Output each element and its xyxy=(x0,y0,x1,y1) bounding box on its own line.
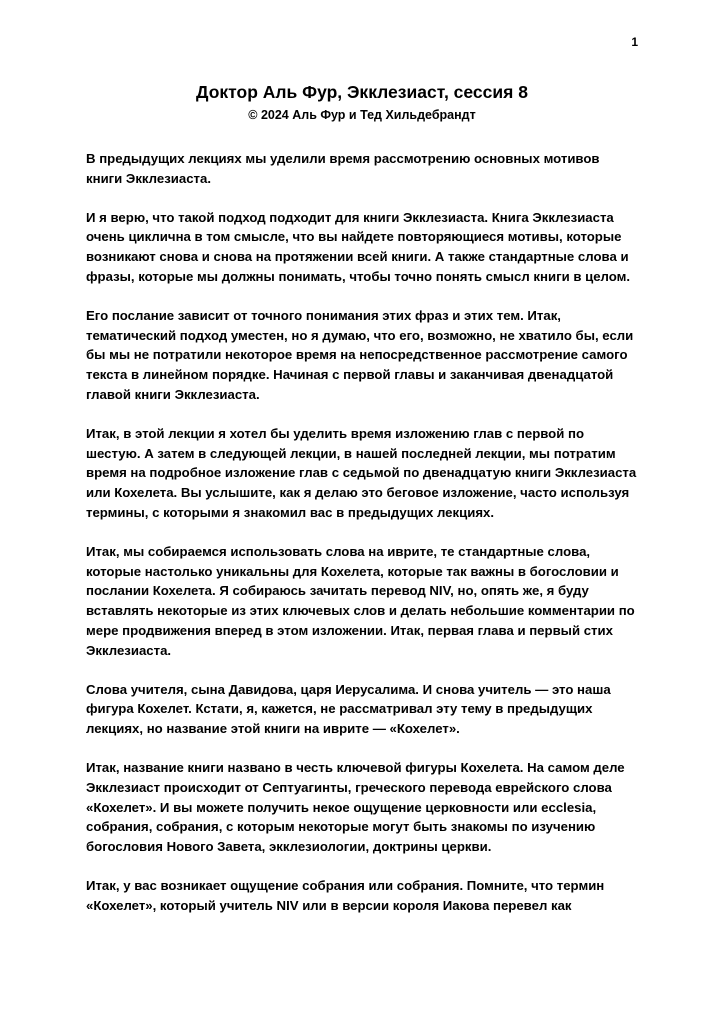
paragraph: В предыдущих лекциях мы уделили время рассмотрению основных мотивов книги Экклезиаста. xyxy=(86,151,600,186)
paragraph: Его послание зависит от точного понимания этих фраз и этих тем. Итак, тематический подход уместен, но я думаю, что его, возможно, не хватило бы, если бы мы не потратили некоторое время на непосредственное рассмотрение самого текста в линейном порядке. Начиная с первой главы и заканчивая двенадцатой главой книги Экклезиаста. xyxy=(86,307,634,402)
paragraph: Итак, в этой лекции я хотел бы уделить время изложению глав с первой по шестую. А затем в следующей лекции, в нашей последней лекции, мы потратим время на подробное изложение глав с седьмой по двенадцатую книги Экклезиаста или Кохелета. Вы услышите, как я делаю это беговое изложение, часто используя термины, с которыми я знакомил вас в предыдущих лекциях. xyxy=(86,425,637,520)
page-number: 1 xyxy=(631,35,638,49)
paragraph: Итак, у вас возникает ощущение собрания или собрания. Помните, что термин «Кохелет», который учитель NIV или в версии короля Иакова перевел как xyxy=(86,877,605,913)
document-body xyxy=(86,149,638,916)
paragraph: И я верю, что такой подход подходит для книги Экклезиаста. Книга Экклезиаста очень циклична в том смысле, что вы найдете повторяющиеся мотивы, которые возникают снова и снова на протяжении всей книги. А также стандартные слова и фразы, которые мы должны понимать, чтобы точно понять смысл книги в целом. xyxy=(86,209,631,284)
paragraph: Итак, мы собираемся использовать слова на иврите, те стандартные слова, которые настолько уникальны для Кохелета, которые так важны в богословии и послании Кохелета. Я собираюсь зачитать перевод NIV, но, опять же, я буду вставлять некоторые из этих ключевых слов и делать небольшие комментарии по мере продвижения вперед в этом изложении. Итак, первая глава и первый стих Экклезиаста. xyxy=(86,543,635,658)
paragraph: Итак, название книги названо в честь ключевой фигуры Кохелета. На самом деле Экклезиаст происходит от Септуагинты, греческого перевода еврейского слова «Кохелет». И вы можете получить некое ощущение церковности или ecclesia, собрания, собрания, с которым некоторые могут быть знакомы по изучению богословия Нового Завета, экклезиологии, доктрины церкви. xyxy=(86,759,625,855)
paragraph: Слова учителя, сына Давидова, царя Иерусалима. И снова учитель — это наша фигура Кохелет. Кстати, я, кажется, не рассматривал эту тему в предыдущих лекциях, но название этой книги на иврите — «Кохелет». xyxy=(86,681,611,737)
document-title: Доктор Аль Фур, Экклезиаст, сессия 8 xyxy=(196,82,528,102)
copyright-line: © 2024 Аль Фур и Тед Хильдебрандт xyxy=(248,108,476,122)
